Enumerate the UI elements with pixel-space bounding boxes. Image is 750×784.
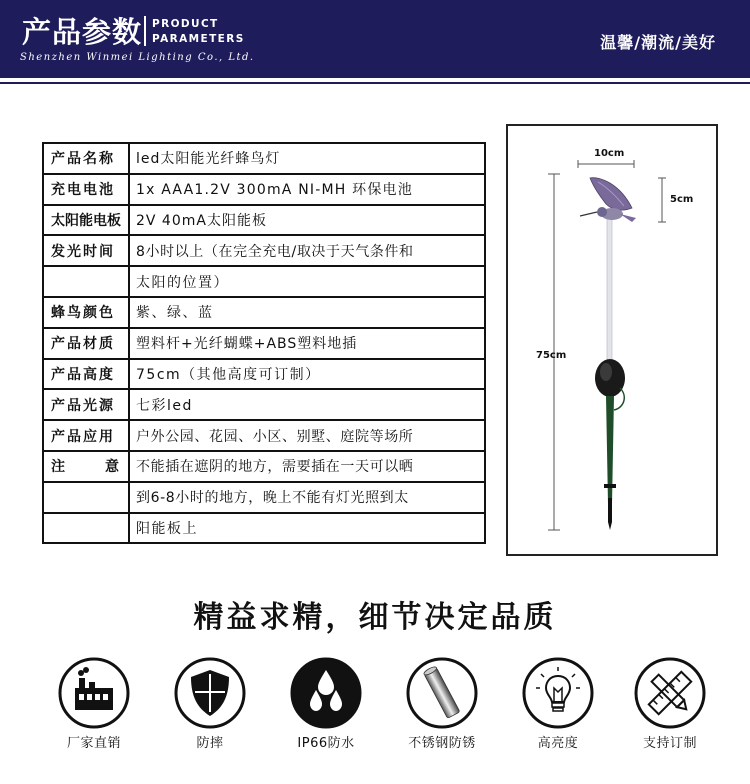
table-row: [43, 235, 485, 266]
table-row: [43, 359, 485, 390]
feature-factory: [54, 656, 134, 751]
spec-label: 产品材质: [43, 328, 129, 359]
product-illustration: [508, 126, 716, 554]
lightbulb-icon: [521, 656, 595, 730]
header-banner: [0, 0, 750, 78]
feature-label: 厂家直销: [66, 736, 121, 751]
tagline: 精益求精，细节决定品质: [193, 600, 557, 635]
spec-value: 75cm（其他高度可订制）: [129, 359, 485, 390]
feature-brightness: [518, 656, 598, 751]
stake-spike: [608, 498, 612, 530]
feature-customization: [630, 656, 710, 751]
header-divider: [144, 16, 146, 46]
spec-label: 产品应用: [43, 420, 129, 451]
fiber-rod: [607, 218, 612, 368]
spec-label-char: 意: [105, 459, 119, 476]
width-dimension-line: [578, 160, 634, 168]
spec-label: [43, 451, 129, 482]
spec-value: 1x AAA1.2V 300mA NI-MH 环保电池: [129, 174, 485, 205]
feature-waterproof: [286, 656, 366, 751]
spec-value: 到6-8小时的地方，晚上不能有灯光照到太: [129, 482, 485, 513]
header-title-en: [152, 17, 245, 47]
feature-label: 支持订制: [642, 736, 697, 751]
table-row: [43, 143, 485, 174]
spec-label: [43, 513, 129, 544]
stake-fin: [604, 484, 616, 488]
spec-label: 蜂鸟颜色: [43, 297, 129, 328]
header-slogan: 温馨/潮流/美好: [600, 33, 716, 52]
ruler-pencil-icon: [633, 656, 707, 730]
bird-height-dimension-label: 5cm: [670, 194, 694, 205]
shield-icon: [173, 656, 247, 730]
feature-stainless: [402, 656, 482, 751]
table-row: [43, 174, 485, 205]
spec-value: 七彩led: [129, 389, 485, 420]
feature-shield: [170, 656, 250, 751]
table-row: [43, 482, 485, 513]
spec-label-char: 注: [51, 459, 65, 476]
company-name: Shenzhen Winmei Lighting Co., Ltd.: [20, 52, 255, 63]
spec-table: [42, 142, 486, 544]
product-image-panel: [506, 124, 718, 556]
factory-icon: [57, 656, 131, 730]
spec-label: 充电电池: [43, 174, 129, 205]
steel-tube-icon: [405, 656, 479, 730]
header-title: 产品参数: [22, 15, 143, 49]
spec-label: 产品名称: [43, 143, 129, 174]
spec-value: 阳能板上: [129, 513, 485, 544]
total-height-dimension-label: 75cm: [536, 350, 567, 361]
table-row: [43, 205, 485, 236]
table-row: [43, 451, 485, 482]
spec-label: 产品高度: [43, 359, 129, 390]
feature-label: 不锈钢防锈: [408, 736, 476, 751]
spec-value: 紫、绿、蓝: [129, 297, 485, 328]
spec-value: 8小时以上（在完全充电/取决于天气条件和: [129, 235, 485, 266]
table-row: [43, 513, 485, 544]
width-dimension-label: 10cm: [594, 148, 625, 159]
spec-label: 产品光源: [43, 389, 129, 420]
table-row: [43, 420, 485, 451]
spec-value: 不能插在遮阴的地方，需要插在一天可以晒: [129, 451, 485, 482]
spec-label: [43, 482, 129, 513]
feature-label: IP66防水: [297, 736, 355, 751]
spec-value: 户外公园、花园、小区、别墅、庭院等场所: [129, 420, 485, 451]
water-drops-icon: [289, 656, 363, 730]
bird-height-dimension-line: [658, 178, 666, 222]
table-row: [43, 328, 485, 359]
table-row: [43, 266, 485, 297]
spec-label: 太阳能电板: [43, 205, 129, 236]
header-rule: [0, 82, 750, 84]
feature-label: 防摔: [196, 736, 224, 751]
header-title-en-line2: PARAMETERS: [152, 33, 245, 45]
feature-label: 高亮度: [537, 736, 579, 751]
spec-label-spread: [51, 456, 119, 476]
spec-label: [43, 266, 129, 297]
spec-value: led太阳能光纤蜂鸟灯: [129, 143, 485, 174]
header-title-en-line1: PRODUCT: [152, 18, 219, 30]
table-row: [43, 389, 485, 420]
hummingbird: [580, 178, 636, 222]
spec-value: 塑料杆+光纤蝴蝶+ABS塑料地插: [129, 328, 485, 359]
table-row: [43, 297, 485, 328]
spec-value: 2V 40mA太阳能板: [129, 205, 485, 236]
spec-label: 发光时间: [43, 235, 129, 266]
spec-value: 太阳的位置）: [129, 266, 485, 297]
